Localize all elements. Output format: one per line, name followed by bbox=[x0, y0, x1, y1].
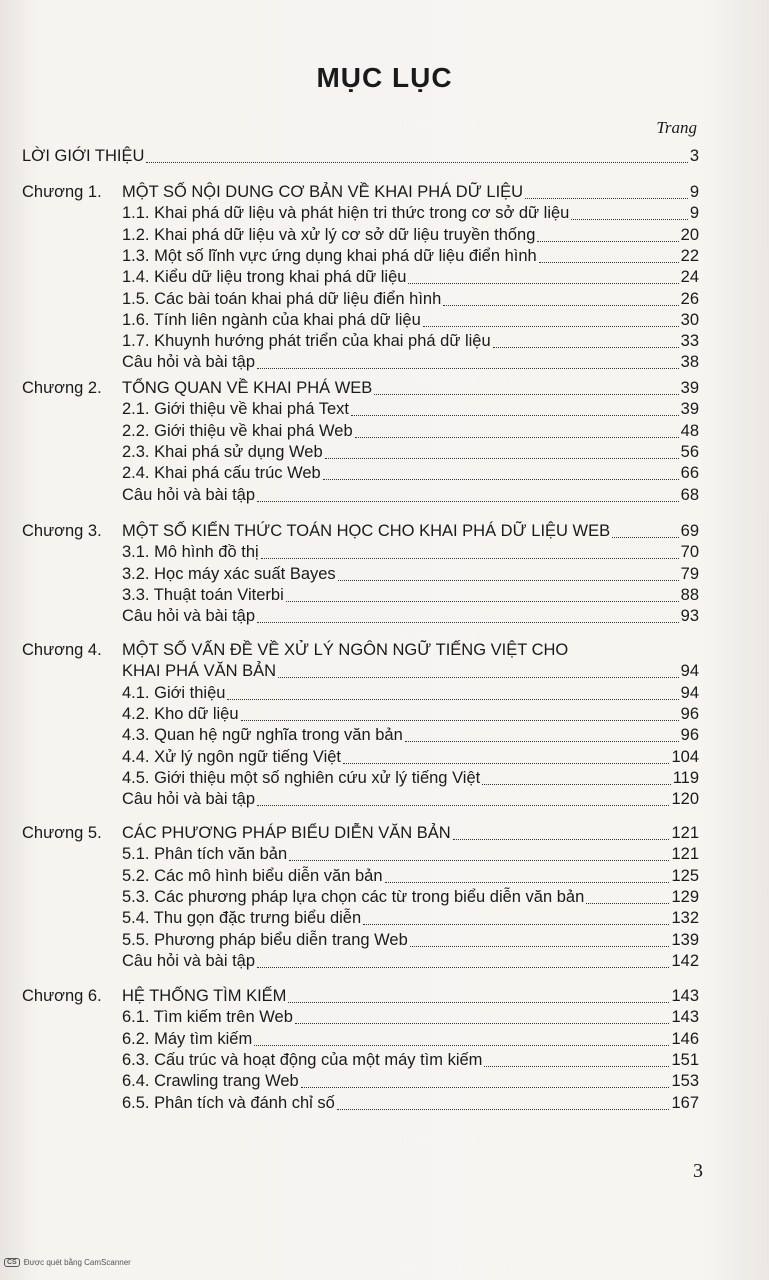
toc-entry bbox=[122, 1029, 699, 1050]
chapter-title-row-label: HỆ THỐNG TÌM KIẾM bbox=[122, 987, 287, 1005]
toc-entry-label: 6.1. Tìm kiếm trên Web bbox=[122, 1008, 293, 1027]
leader-dots bbox=[257, 354, 679, 369]
page-column-header: Trang bbox=[656, 118, 697, 137]
toc-entry-label: 2.2. Giới thiệu về khai phá Web bbox=[122, 421, 353, 440]
leader-dots bbox=[374, 380, 678, 395]
leader-dots bbox=[355, 423, 679, 438]
toc-entry-page: 143 bbox=[671, 1008, 699, 1027]
toc-entry-label: 6.2. Máy tìm kiếm bbox=[122, 1029, 253, 1048]
scanner-watermark bbox=[4, 1258, 131, 1267]
leader-dots bbox=[323, 465, 679, 480]
toc-entry bbox=[122, 930, 699, 951]
leader-dots bbox=[241, 706, 679, 721]
toc-entry-label: 1.3. Một số lĩnh vực ứng dụng khai phá dữ liệu điển hình bbox=[122, 246, 537, 265]
toc-entry-page: 56 bbox=[680, 442, 699, 461]
toc-entry-label: 4.2. Kho dữ liệu bbox=[122, 704, 239, 723]
toc-entry-page: 38 bbox=[680, 353, 699, 372]
toc-entry bbox=[122, 225, 699, 246]
toc-entry bbox=[122, 683, 699, 704]
toc-entry-page: 94 bbox=[680, 683, 699, 702]
toc-entry-label: 5.5. Phương pháp biểu diễn trang Web bbox=[122, 930, 408, 949]
leader-dots bbox=[338, 566, 679, 581]
toc-entry bbox=[122, 564, 699, 585]
chapter-title-row-page: 39 bbox=[680, 379, 699, 397]
toc-entry bbox=[122, 844, 699, 865]
toc-entry bbox=[122, 1071, 699, 1092]
toc-entry bbox=[122, 267, 699, 288]
toc-entry-label: 1.1. Khai phá dữ liệu và phát hiện tri thức trong cơ sở dữ liệu bbox=[122, 204, 570, 223]
toc-intro-row bbox=[22, 146, 699, 167]
chapter-title-row bbox=[122, 823, 699, 844]
leader-dots bbox=[525, 184, 688, 199]
toc-entry bbox=[122, 585, 699, 606]
toc-entry-label: 6.5. Phân tích và đánh chỉ số bbox=[122, 1093, 335, 1112]
toc-entry-page: 20 bbox=[680, 225, 699, 244]
chapter-title-row bbox=[122, 986, 699, 1007]
toc-entry-page: 96 bbox=[680, 704, 699, 723]
chapter-title-row bbox=[122, 182, 699, 203]
toc-entry-label: 1.5. Các bài toán khai phá dữ liệu điển hình bbox=[122, 289, 442, 308]
leader-dots bbox=[410, 932, 670, 947]
toc-entry bbox=[122, 463, 699, 484]
leader-dots bbox=[146, 148, 687, 163]
toc-entry-page: 22 bbox=[680, 246, 699, 265]
leader-dots bbox=[289, 846, 669, 861]
leader-dots bbox=[423, 312, 679, 327]
toc-entry-page: 48 bbox=[680, 421, 699, 440]
leader-dots bbox=[227, 685, 678, 700]
leader-dots bbox=[537, 227, 678, 242]
toc-entry-label: 2.3. Khai phá sử dụng Web bbox=[122, 442, 323, 461]
toc-entry-page: 93 bbox=[680, 607, 699, 626]
leader-dots bbox=[351, 401, 679, 416]
toc-entry bbox=[122, 1050, 699, 1071]
toc-entry bbox=[122, 421, 699, 442]
toc-entry-page: 119 bbox=[672, 768, 699, 787]
leader-dots bbox=[484, 1052, 669, 1067]
leader-dots bbox=[482, 770, 670, 785]
leader-dots bbox=[493, 333, 679, 348]
toc-entry bbox=[122, 542, 699, 563]
leader-dots bbox=[257, 608, 679, 623]
leader-dots bbox=[257, 953, 669, 968]
toc-entry-page: 104 bbox=[671, 747, 699, 766]
chapter-title: MỘT SỐ VẤN ĐỀ VỀ XỬ LÝ NGÔN NGỮ TIẾNG VIỆT CHO bbox=[122, 641, 569, 659]
chapter-title-row bbox=[122, 661, 699, 682]
leader-dots bbox=[586, 889, 669, 904]
toc-entry-page: 9 bbox=[689, 204, 699, 223]
chapter-label: Chương 3. bbox=[22, 522, 102, 540]
toc-entry-label: Câu hỏi và bài tập bbox=[122, 790, 256, 809]
leader-dots bbox=[343, 749, 669, 764]
chapter-title-row bbox=[122, 521, 699, 542]
leader-dots bbox=[363, 910, 669, 925]
toc-entry bbox=[122, 289, 699, 310]
toc-entry-page: 132 bbox=[671, 909, 699, 928]
toc-entry-label: 3.1. Mô hình đồ thị bbox=[122, 543, 259, 562]
chapter-label: Chương 1. bbox=[22, 183, 102, 201]
leader-dots bbox=[288, 988, 669, 1003]
toc-entry-page: 129 bbox=[671, 887, 699, 906]
leader-dots bbox=[257, 791, 669, 806]
chapter-title-row-label: MỘT SỐ KIẾN THỨC TOÁN HỌC CHO KHAI PHÁ DỮ LIỆU WEB bbox=[122, 522, 611, 540]
leader-dots bbox=[539, 248, 679, 263]
toc-entry-page: 24 bbox=[680, 268, 699, 287]
chapter-title-row-label: MỘT SỐ NỘI DUNG CƠ BẢN VỀ KHAI PHÁ DỮ LIỆU bbox=[122, 183, 524, 201]
toc-entry-label: 4.1. Giới thiệu bbox=[122, 683, 226, 702]
toc-entry bbox=[122, 747, 699, 768]
leader-dots bbox=[385, 868, 670, 883]
leader-dots bbox=[443, 291, 678, 306]
toc-entry-page: 88 bbox=[680, 585, 699, 604]
chapter-label: Chương 6. bbox=[22, 987, 102, 1005]
toc-entry-page: 33 bbox=[680, 332, 699, 351]
scanner-watermark-text: Được quét bằng CamScanner bbox=[23, 1258, 131, 1267]
toc-entry-label: 4.3. Quan hệ ngữ nghĩa trong văn bản bbox=[122, 726, 403, 745]
toc-entry-page: 121 bbox=[671, 845, 699, 864]
toc-intro-page: 3 bbox=[689, 147, 699, 165]
toc-entry-label: Câu hỏi và bài tập bbox=[122, 951, 256, 970]
chapter-title-row-page: 143 bbox=[671, 987, 699, 1005]
toc-entry-label: 2.4. Khai phá cấu trúc Web bbox=[122, 464, 321, 483]
toc-entry-label: 5.2. Các mô hình biểu diễn văn bản bbox=[122, 866, 383, 885]
toc-entry-page: 26 bbox=[680, 289, 699, 308]
leader-dots bbox=[286, 587, 679, 602]
toc-entry-label: 5.3. Các phương pháp lựa chọn các từ trong biểu diễn văn bản bbox=[122, 887, 585, 906]
toc-entry bbox=[122, 606, 699, 627]
chapter-title-row-page: 121 bbox=[671, 824, 699, 842]
toc-entry bbox=[122, 725, 699, 746]
leader-dots bbox=[325, 444, 679, 459]
toc-entry-page: 30 bbox=[680, 310, 699, 329]
leader-dots bbox=[408, 269, 678, 284]
chapter-label: Chương 5. bbox=[22, 824, 102, 842]
toc-entry-label: 1.6. Tính liên ngành của khai phá dữ liệu bbox=[122, 310, 421, 329]
leader-dots bbox=[257, 487, 679, 502]
toc-entry-label: 1.7. Khuynh hướng phát triển của khai phá dữ liệu bbox=[122, 332, 491, 351]
leader-dots bbox=[571, 205, 687, 220]
toc-entry bbox=[122, 399, 699, 420]
chapter-title-row-label: KHAI PHÁ VĂN BẢN bbox=[122, 662, 277, 681]
toc-intro-label: LỜI GIỚI THIỆU bbox=[22, 147, 145, 165]
toc-entry bbox=[122, 704, 699, 725]
toc-entry-page: 142 bbox=[671, 951, 699, 970]
toc-entry-page: 167 bbox=[671, 1093, 699, 1112]
chapter-title-row-label: TỔNG QUAN VỀ KHAI PHÁ WEB bbox=[122, 379, 373, 397]
toc-entry bbox=[122, 1093, 699, 1114]
toc-entry bbox=[122, 887, 699, 908]
toc-entry-page: 120 bbox=[671, 790, 699, 809]
toc-entry bbox=[122, 768, 699, 789]
toc-entry-label: 5.1. Phân tích văn bản bbox=[122, 845, 288, 864]
toc-entry-label: 4.4. Xử lý ngôn ngữ tiếng Việt bbox=[122, 747, 342, 766]
toc-entry-page: 39 bbox=[680, 400, 699, 419]
toc-entry bbox=[122, 866, 699, 887]
toc-entry bbox=[122, 352, 699, 373]
toc-entry-label: 4.5. Giới thiệu một số nghiên cứu xử lý tiếng Việt bbox=[122, 768, 481, 787]
leader-dots bbox=[612, 523, 679, 538]
toc-entry-label: 1.4. Kiểu dữ liệu trong khai phá dữ liệu bbox=[122, 268, 407, 287]
leader-dots bbox=[261, 544, 679, 559]
chapter-title-row bbox=[122, 378, 699, 399]
toc-entry bbox=[122, 203, 699, 224]
toc-entry-label: 3.2. Học máy xác suất Bayes bbox=[122, 564, 336, 583]
toc-entry-label: 2.1. Giới thiệu về khai phá Text bbox=[122, 400, 349, 419]
toc-entry bbox=[122, 310, 699, 331]
toc-entry bbox=[122, 246, 699, 267]
toc-entry-label: 1.2. Khai phá dữ liệu và xử lý cơ sở dữ liệu truyền thống bbox=[122, 225, 536, 244]
leader-dots bbox=[254, 1031, 669, 1046]
toc-entry bbox=[122, 485, 699, 506]
chapter-label: Chương 4. bbox=[22, 641, 102, 659]
toc-entry-page: 151 bbox=[671, 1050, 699, 1069]
chapter-title-row-page: 9 bbox=[689, 183, 699, 201]
toc-entry-label: 5.4. Thu gọn đặc trưng biểu diễn bbox=[122, 909, 362, 928]
toc-entry bbox=[122, 951, 699, 972]
chapter-title-row-page: 69 bbox=[680, 522, 699, 540]
page-number: 3 bbox=[693, 1160, 703, 1182]
leader-dots bbox=[295, 1009, 670, 1024]
toc-entry-label: Câu hỏi và bài tập bbox=[122, 353, 256, 372]
leader-dots bbox=[453, 825, 670, 840]
toc-entry bbox=[122, 1007, 699, 1028]
camscanner-logo-icon: CS bbox=[4, 1258, 20, 1267]
leader-dots bbox=[405, 727, 679, 742]
toc-entry-page: 146 bbox=[671, 1029, 699, 1048]
toc-entry-page: 79 bbox=[680, 564, 699, 583]
toc-entry-page: 139 bbox=[671, 930, 699, 949]
toc-entry-label: 3.3. Thuật toán Viterbi bbox=[122, 585, 284, 604]
chapter-title-row-page: 94 bbox=[680, 662, 699, 681]
chapter-label: Chương 2. bbox=[22, 379, 102, 397]
toc-entry bbox=[122, 789, 699, 810]
toc-entry-page: 66 bbox=[680, 464, 699, 483]
toc-entry-page: 70 bbox=[680, 543, 699, 562]
toc-entry-page: 125 bbox=[671, 866, 699, 885]
chapter-title-row-label: CÁC PHƯƠNG PHÁP BIỂU DIỄN VĂN BẢN bbox=[122, 824, 451, 842]
toc-entry bbox=[122, 331, 699, 352]
toc-entry-label: Câu hỏi và bài tập bbox=[122, 607, 256, 626]
leader-dots bbox=[278, 663, 679, 678]
toc-entry bbox=[122, 442, 699, 463]
leader-dots bbox=[301, 1073, 670, 1088]
leader-dots bbox=[337, 1095, 670, 1110]
toc-entry-page: 153 bbox=[671, 1072, 699, 1091]
toc-entry-page: 96 bbox=[680, 726, 699, 745]
toc-entry-label: Câu hỏi và bài tập bbox=[122, 485, 256, 504]
toc-entry bbox=[122, 908, 699, 929]
toc-entry-label: 6.3. Cấu trúc và hoạt động của một máy tìm kiếm bbox=[122, 1050, 483, 1069]
toc-entry-label: 6.4. Crawling trang Web bbox=[122, 1072, 299, 1091]
page-title: MỤC LỤC bbox=[316, 62, 453, 93]
toc-entry-page: 68 bbox=[680, 485, 699, 504]
